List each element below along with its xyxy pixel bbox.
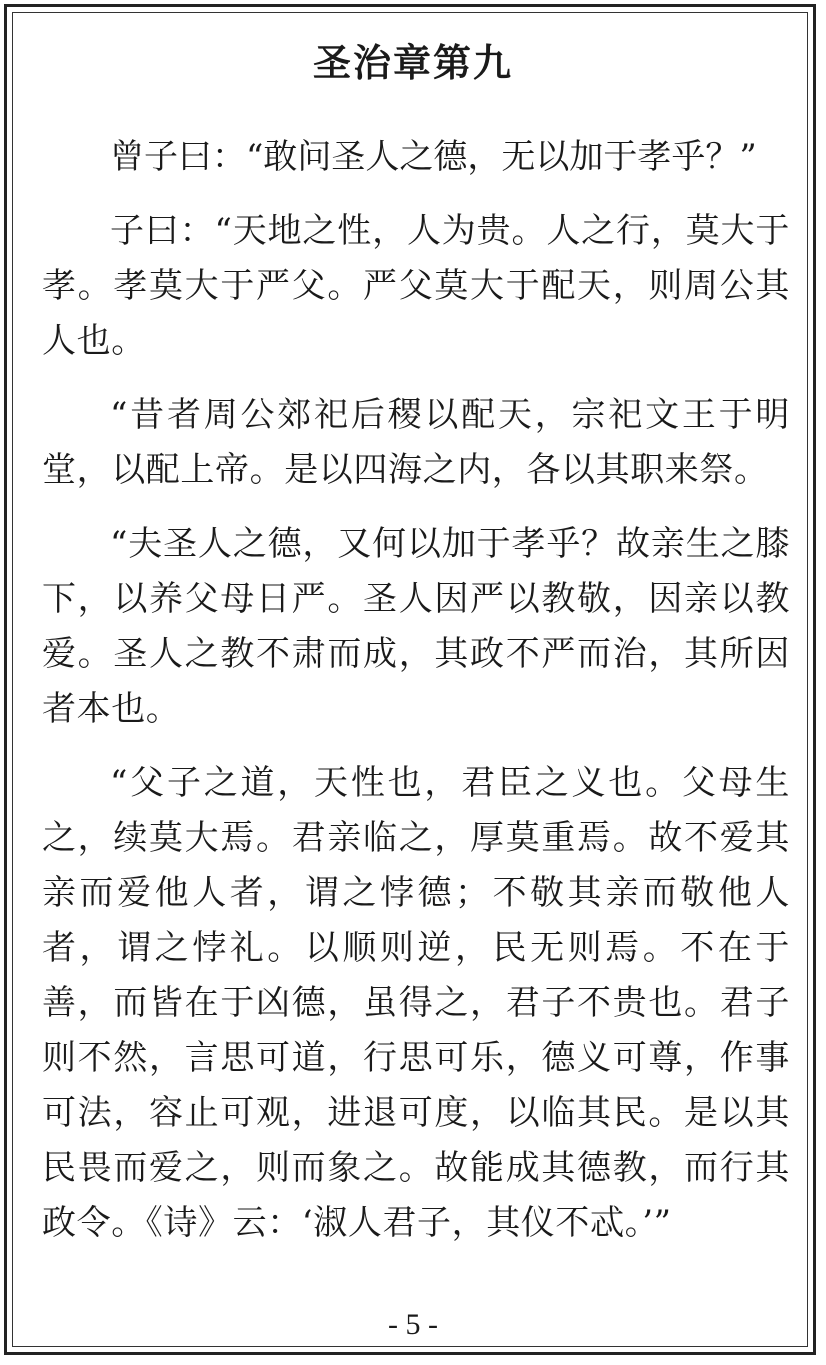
paragraph: 子曰：“天地之性，人为贵。人之行，莫大于孝。孝莫大于严父。严父莫大于配天，则周公其人也。 <box>42 211 790 361</box>
chapter-title: 圣治章第九 <box>312 41 513 85</box>
paragraph: “父子之道，天性也，君臣之义也。父母生之，续莫大焉。君亲临之，厚莫重焉。故不爱其亲而爱他人者，谓之悖德；不敬其亲而敬他人者，谓之悖礼。以顺则逆，民无则焉。不在于善，而皆在于凶德，虽得之，君子不贵也。君子则不然，言思可道，行思可乐，德义可尊，作事可法，容止可观，进退可度，以临其民。是以其民畏而爱之，则而象之。故能成其德教，而行其政令。《诗》云：‘淑人君子，其仪不忒。’” <box>42 763 790 1243</box>
chapter-body <box>42 130 790 1270</box>
page-number: - 5 - <box>388 1308 438 1341</box>
paragraph: 曾子曰：“敢问圣人之德，无以加于孝乎？” <box>110 137 757 177</box>
paragraph: “夫圣人之德，又何以加于孝乎？故亲生之膝下，以养父母日严。圣人因严以教敬，因亲以教爱。圣人之教不肃而成，其政不严而治，其所因者本也。 <box>42 524 790 729</box>
paragraph: “昔者周公郊祀后稷以配天，宗祀文王于明堂，以配上帝。是以四海之内，各以其职来祭。 <box>42 395 790 490</box>
